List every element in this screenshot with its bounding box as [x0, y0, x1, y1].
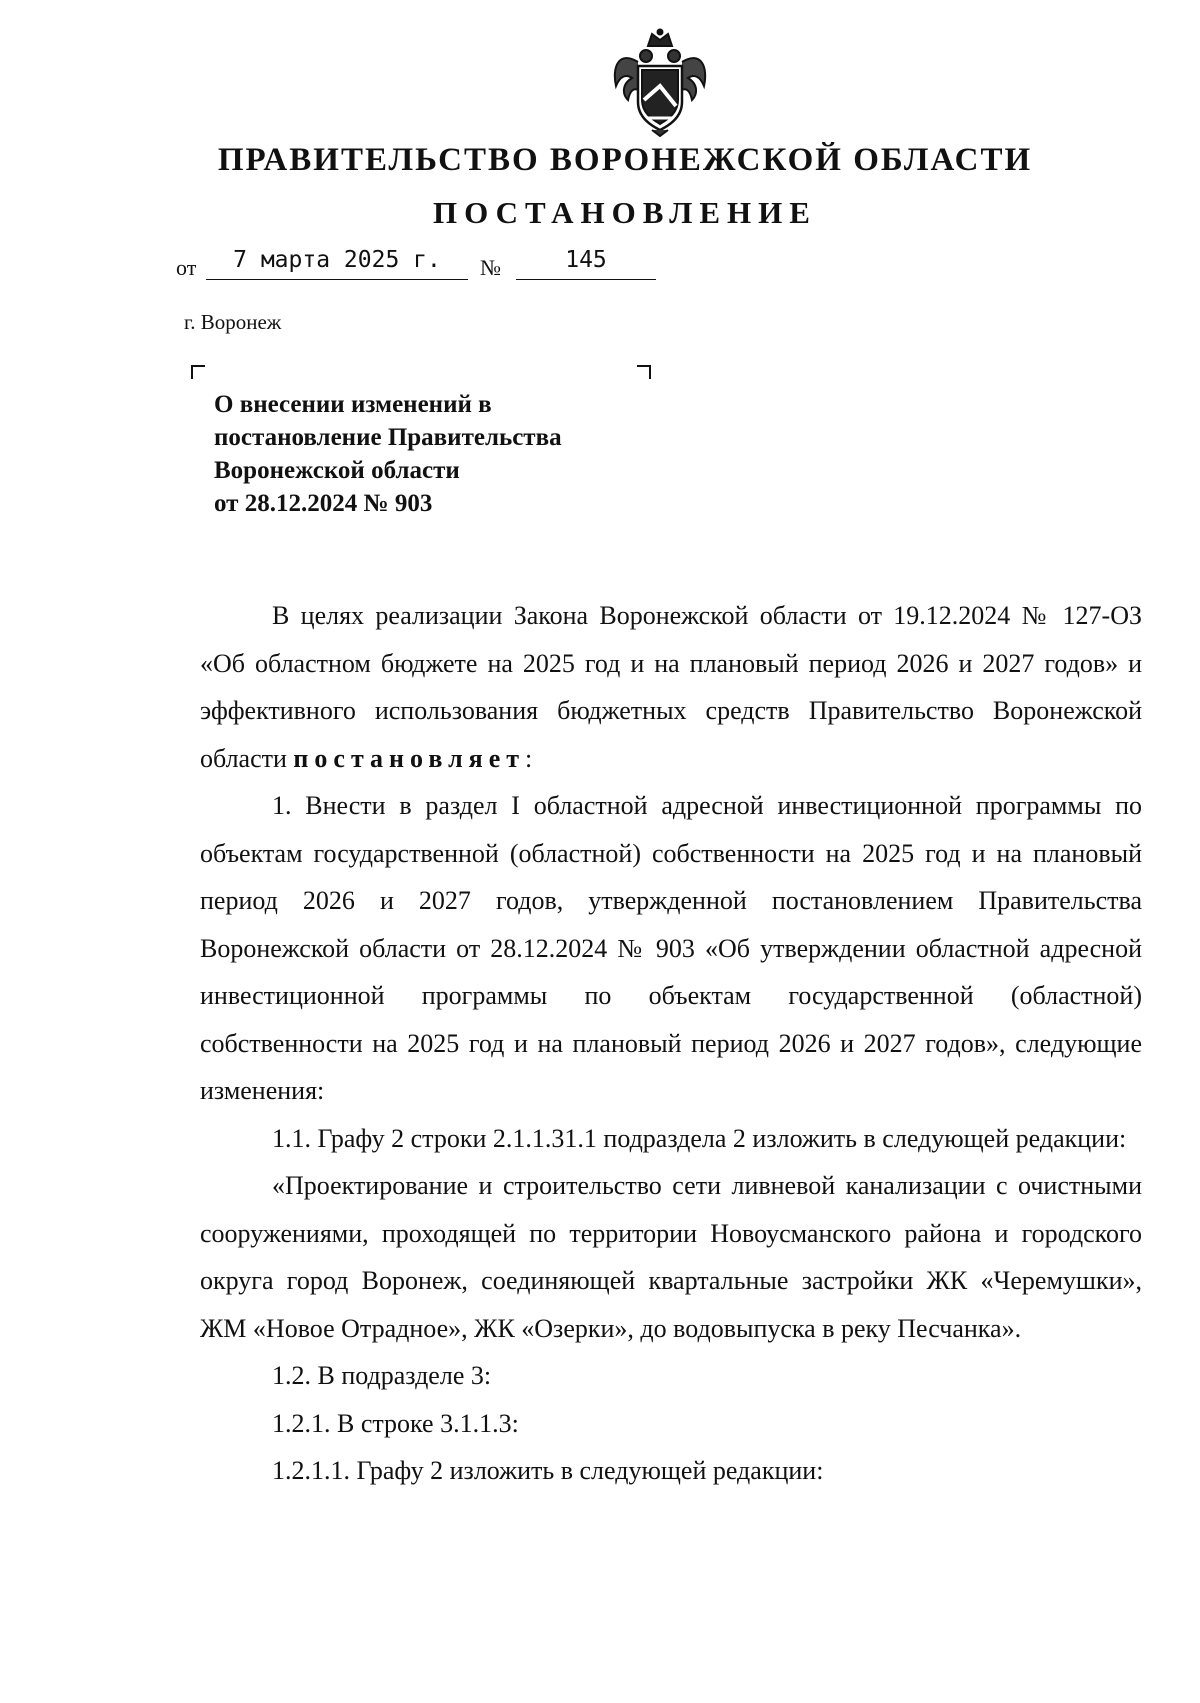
organization-title: ПРАВИТЕЛЬСТВО ВОРОНЕЖСКОЙ ОБЛАСТИ [217, 142, 1033, 178]
coat-of-arms-icon [608, 28, 712, 138]
date-label: от [176, 255, 197, 280]
paragraph-1-2: 1.2. В подразделе 3: [272, 1361, 492, 1390]
paragraph-1-2-1: 1.2.1. В строке 3.1.1.3: [272, 1408, 519, 1438]
preamble-text: В целях реализации Закона Воронежской области от 19.12.2024 № 127-ОЗ «Об областном бюджете на 2025 год и на плановый период 2026 и 2027 годов» и эффективного использования бюджетных средств Правительство Воронежской области [200, 601, 1142, 773]
resolution-keyword: постановляет [293, 743, 526, 773]
preamble-colon: : [525, 743, 533, 773]
date-value: 7 марта 2025 г. [206, 247, 468, 280]
number-label: № [480, 255, 501, 280]
paragraph-1: 1. Внести в раздел I областной адресной инвестиционной программы по объектам государственной (областной) собственности на 2025 год и на плановый период 2026 и 2027 годов, утвержденной постановлением Правительства Воронежской области от 28.12.2024 № 903 «Об утверждении областной адресной инвестиционной программы по объектам государственной (областной) собственности на 2025 год и на плановый период 2026 и 2027 годов», следующие изменения: [200, 791, 1142, 1105]
subject-bracket-right [637, 365, 651, 379]
subject-line: от 28.12.2024 № 903 [214, 490, 433, 517]
preamble-paragraph [200, 592, 1142, 782]
subject-line: постановление Правительства [214, 424, 562, 451]
paragraph-1-1-quote: «Проектирование и строительство сети ливневой канализации с очистными сооружениями, проходящей по территории Новоусманского района и городского округа город Воронеж, соединяющей квартальные застройки ЖК «Черемушки», ЖМ «Новое Отрадное», ЖК «Озерки», до водовыпуска в реку Песчанка». [200, 1171, 1142, 1343]
document-type-title: ПОСТАНОВЛЕНИЕ [433, 195, 817, 230]
document-subject [214, 388, 644, 520]
subject-bracket-left [191, 365, 205, 379]
paragraph-1-1: 1.1. Графу 2 строки 2.1.1.31.1 подраздела 2 изложить в следующей редакции: [272, 1123, 1127, 1153]
registration-line [176, 247, 710, 291]
number-value: 145 [516, 247, 656, 280]
paragraph-1-2-1-1: 1.2.1.1. Графу 2 изложить в следующей редакции: [272, 1456, 824, 1485]
city: г. Воронеж [184, 310, 282, 334]
subject-line: О внесении изменений в [214, 391, 492, 418]
document-body [200, 592, 1142, 1495]
subject-line: Воронежской области [214, 457, 460, 484]
